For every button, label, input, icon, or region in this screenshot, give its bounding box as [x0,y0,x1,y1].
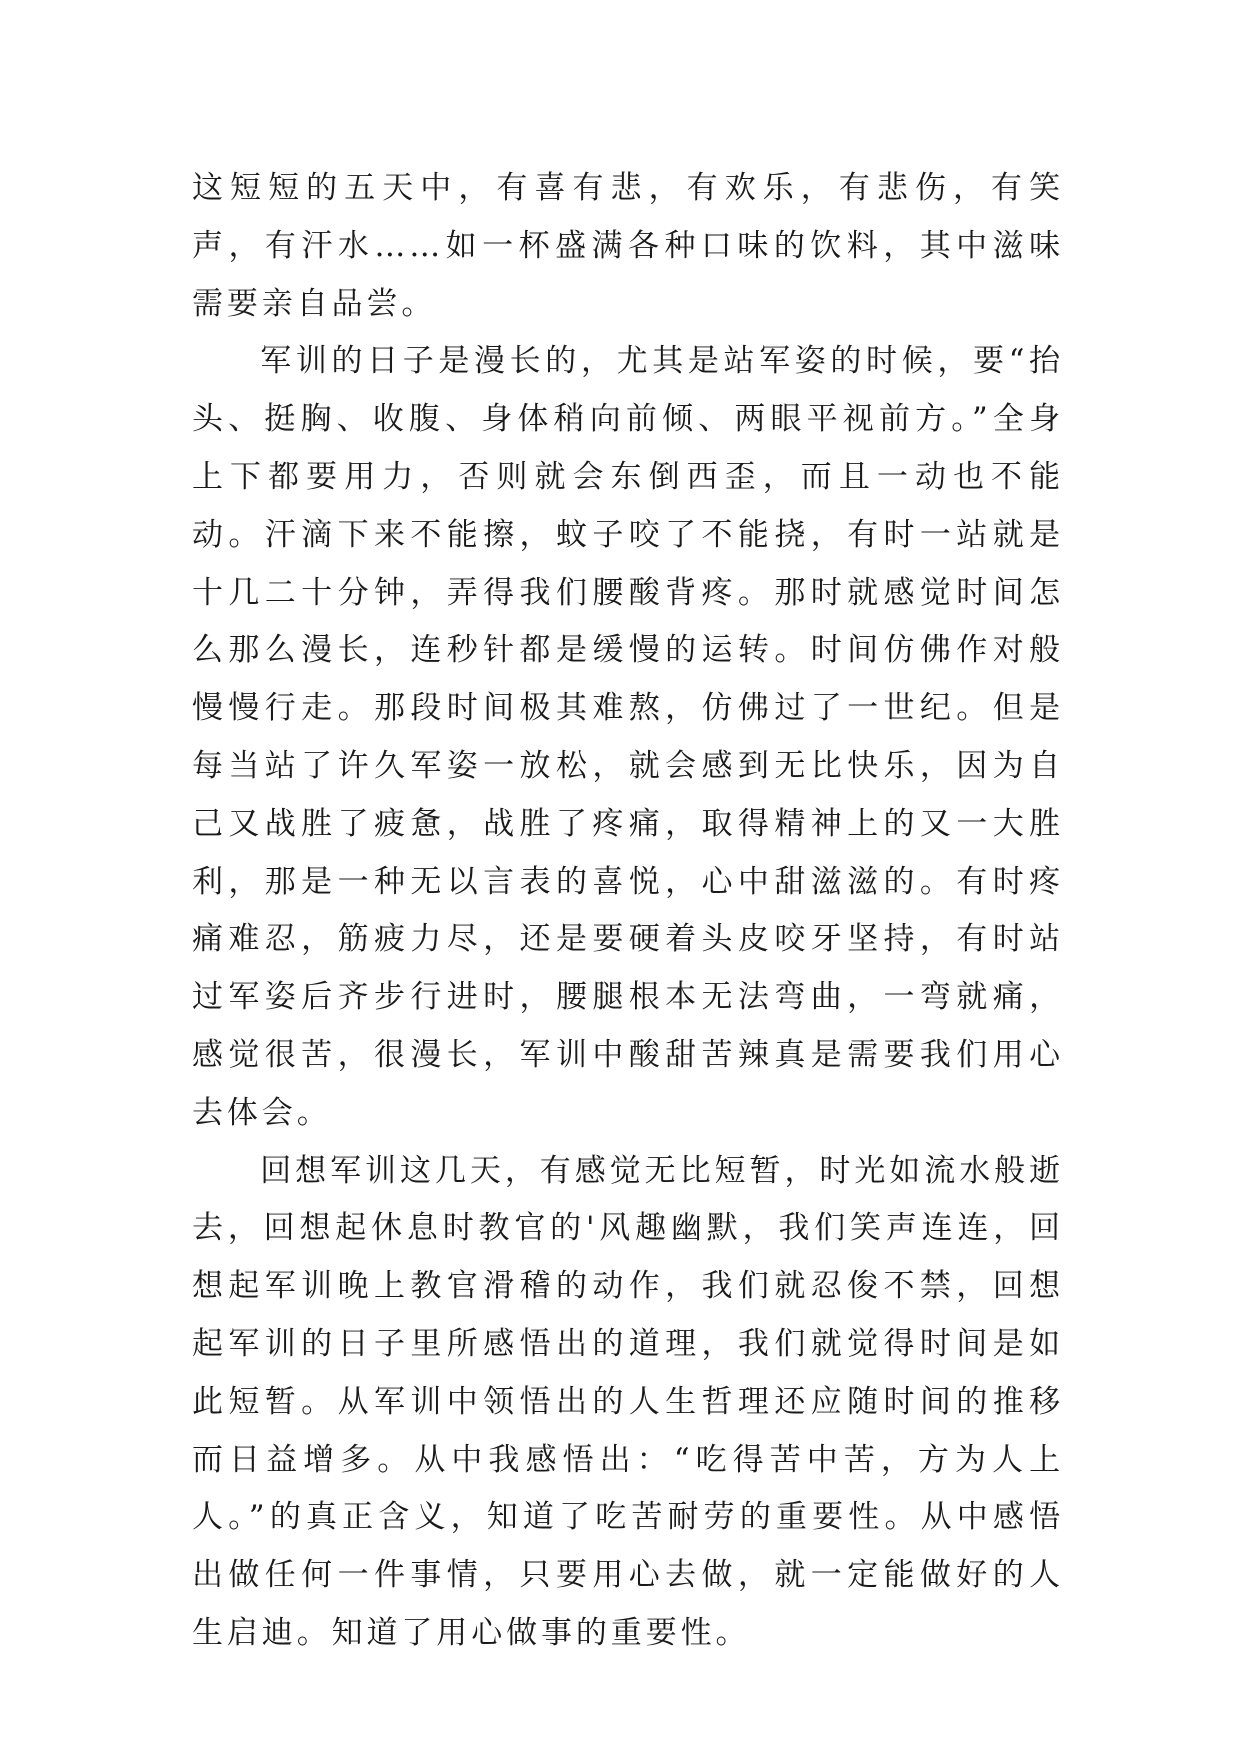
paragraph-3: 回想军训这几天，有感觉无比短暂，时光如流水般逝去，回想起休息时教官的'风趣幽默，我们笑声连连，回想起军训晚上教官滑稽的动作，我们就忍俊不禁，回想起军训的日子里所感悟出的道理，我们就觉得时间是如此短暂。从军训中领悟出的人生哲理还应随时间的推移而日益增多。从中我感悟出：“吃得苦中苦，方为人上人。”的真正含义，知道了吃苦耐劳的重要性。从中感悟出做任何一件事情，只要用心去做，就一定能做好的人生启迪。知道了用心做事的重要性。 [192,1152,1064,1651]
body-text [192,160,1064,1663]
paragraph-2: 军训的日子是漫长的，尤其是站军姿的时候，要“抬头、挺胸、收腹、身体稍向前倾、两眼平视前方。”全身上下都要用力，否则就会东倒西歪，而且一动也不能动。汗滴下来不能擦，蚊子咬了不能挠，有时一站就是十几二十分钟，弄得我们腰酸背疼。那时就感觉时间怎么那么漫长，连秒针都是缓慢的运转。时间仿佛作对般慢慢行走。那段时间极其难熬，仿佛过了一世纪。但是每当站了许久军姿一放松，就会感到无比快乐，因为自己又战胜了疲惫，战胜了疼痛，取得精神上的又一大胜利，那是一种无以言表的喜悦，心中甜滋滋的。有时疼痛难忍，筋疲力尽，还是要硬着头皮咬牙坚持，有时站过军姿后齐步行进时，腰腿根本无法弯曲，一弯就痛，感觉很苦，很漫长，军训中酸甜苦辣真是需要我们用心去体会。 [192,343,1064,1131]
paragraph-1: 这短短的五天中，有喜有悲，有欢乐，有悲伤，有笑声，有汗水……如一杯盛满各种口味的饮料，其中滋味需要亲自品尝。 [192,170,1064,322]
